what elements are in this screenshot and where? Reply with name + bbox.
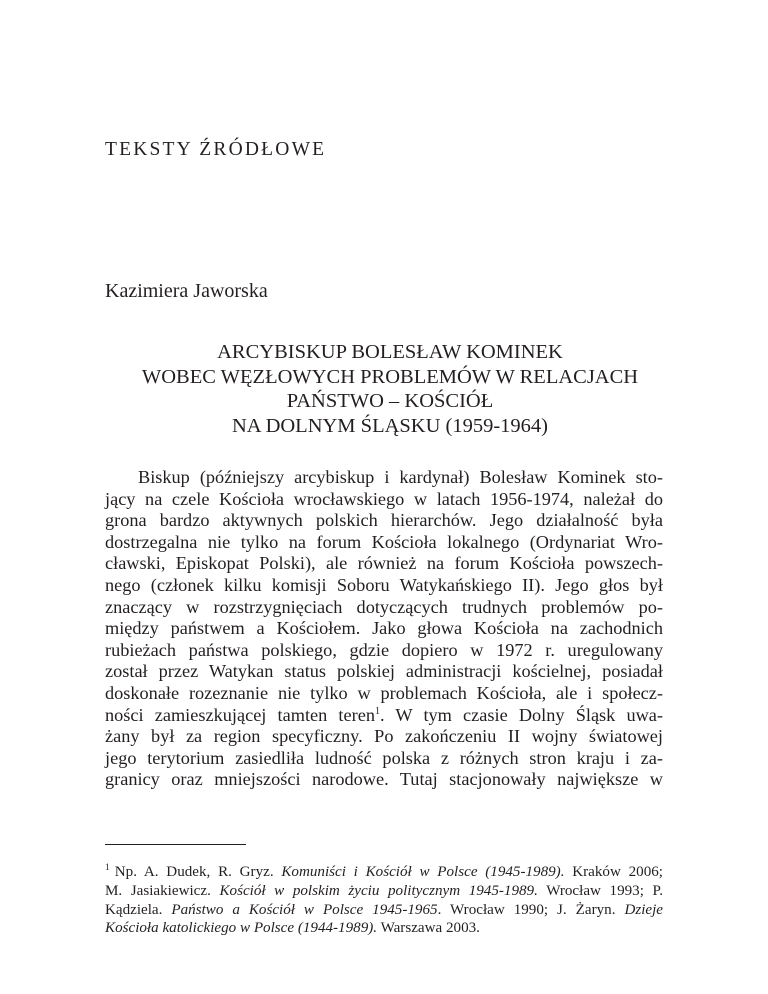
footnote-text: Kądziela. (105, 901, 172, 918)
footnote-title: Kościół w polskim życiu politycznym 1945-1989. (219, 882, 538, 899)
body-line: między państwem a Kościołem. Jako głowa Kościoła na zachodnich (105, 618, 663, 639)
title-line: WOBEC WĘZŁOWYCH PROBLEMÓW W RELACJACH (141, 365, 639, 388)
body-line: grona bardzo aktywnych polskich hierarchów. Jego działalność była (105, 510, 663, 531)
footnote-text: Warszawa 2003. (377, 920, 480, 937)
body-line: został przez Watykan status polskiej administracji kościelnej, posiadał (105, 661, 663, 682)
footnote-text: Np. A. Dudek, R. Gryz. (114, 864, 282, 880)
footnote-reference[interactable]: 1 (374, 705, 380, 717)
body-text: . W tym czasie Dolny Śląsk uwa- (379, 704, 664, 725)
body-line: doskonałe rozeznanie nie tylko w problemach Kościoła, ale i społecz- (105, 682, 663, 703)
footnote-text: . Wrocław 1990; J. Żaryn. (437, 901, 625, 918)
footnote-line (105, 919, 663, 938)
footnote-number: 1 (105, 862, 110, 873)
body-line: granicy oraz mniejszości narodowe. Tutaj stacjonowały największe w (105, 769, 663, 790)
body-line: jący na czele Kościoła wrocławskiego w latach 1956-1974, należał do (105, 488, 663, 509)
body-line: żany był za region specyficzny. Po zakończeniu II wojny światowej (105, 726, 663, 747)
footnote-title: Dzieje (624, 901, 663, 918)
title-line: ARCYBISKUP BOLESŁAW KOMINEK (217, 341, 563, 363)
title-line: PAŃSTWO – KOŚCIÓŁ (286, 390, 494, 412)
footnote-text: Wrocław 1993; P. (537, 882, 664, 899)
body-line: jego terytorium zasiedliła ludność polska z różnych stron kraju i za- (105, 747, 663, 768)
footnote-title: Komuniści i Kościół w Polsce (1945-1989). (281, 864, 565, 880)
footnote-title: Państwo a Kościół w Polsce 1945-1965 (171, 901, 438, 918)
footnote-title: Kościoła katolickiego w Polsce (1944-1989). (105, 920, 378, 937)
body-line: Biskup (późniejszy arcybiskup i kardynał) Bolesław Kominek sto- (138, 467, 663, 487)
body-line: cławski, Episkopat Polski), ale również na forum Kościoła powszech- (105, 553, 663, 574)
body-line: znaczący w rozstrzygnięciach dotyczących trudnych problemów po- (105, 596, 663, 617)
body-line: rubieżach państwa polskiego, gdzie dopiero w 1972 r. uregulowany (105, 639, 663, 660)
body-line (105, 705, 663, 727)
footnote-line (105, 882, 663, 901)
footnote-separator (105, 844, 246, 845)
footnote-text: M. Jasiakiewicz. (105, 882, 220, 899)
footnote-text: Kraków 2006; (564, 864, 663, 880)
body-text: ności zamieszkującej tamten teren (105, 704, 375, 725)
body-line: dostrzegalna nie tylko na forum Kościoła lokalnego (Ordynariat Wro- (105, 531, 663, 552)
footnote-line (105, 901, 663, 920)
footnote (105, 863, 663, 938)
body-line: nego (członek kilku komisji Soboru Watykańskiego II). Jego głos był (105, 574, 663, 595)
body-paragraph (105, 467, 663, 791)
author-name: Kazimiera Jaworska (105, 280, 268, 302)
article-title (80, 340, 700, 438)
section-heading: TEKSTY ŹRÓDŁOWE (105, 139, 327, 160)
title-line: NA DOLNYM ŚLĄSKU (1959-1964) (231, 414, 549, 437)
footnote-line (105, 863, 663, 882)
